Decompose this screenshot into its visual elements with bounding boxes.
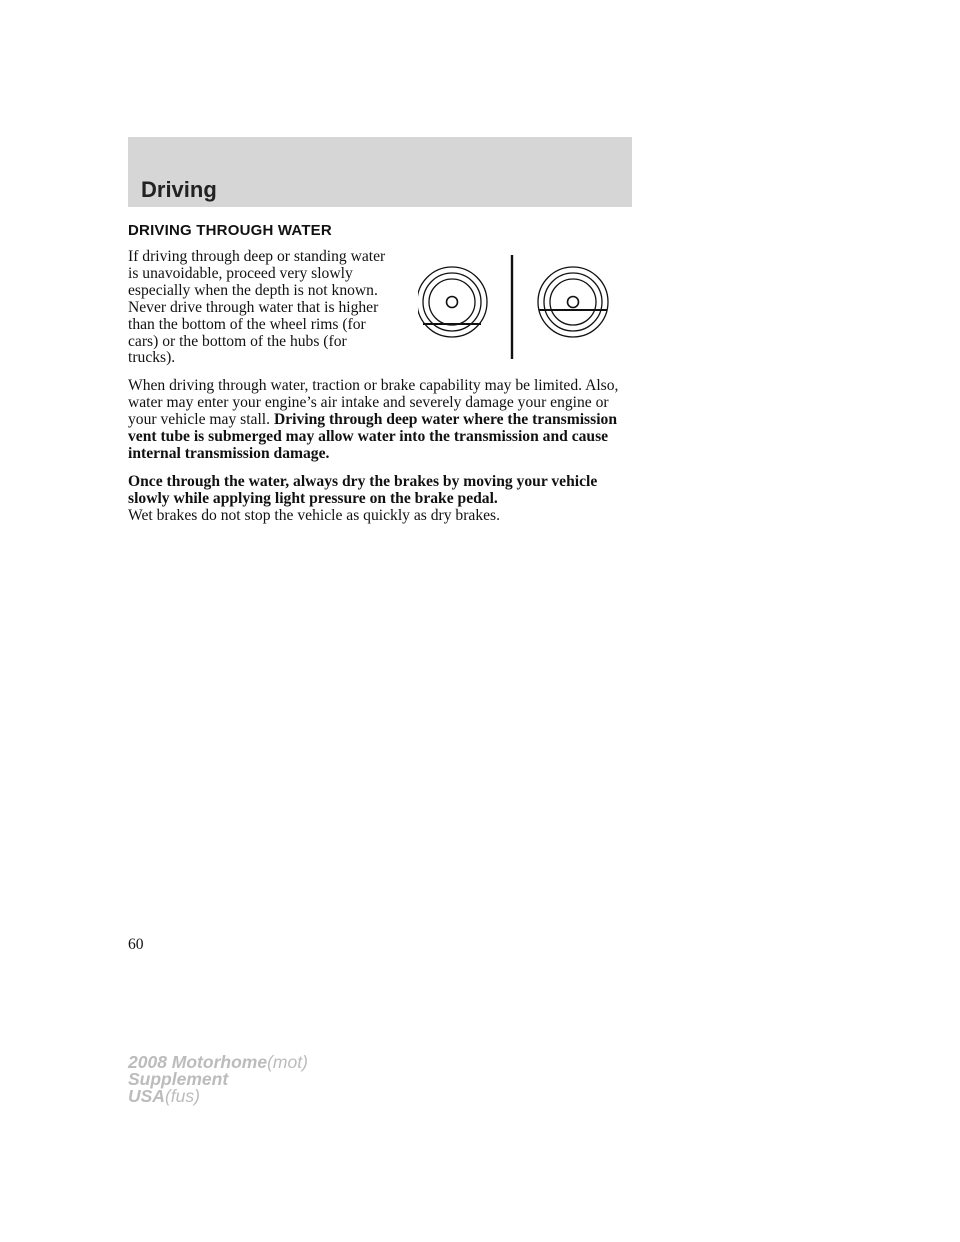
- car-wheel-illustration: [418, 267, 487, 337]
- traction-text: When driving through water, traction or brake capability may be limited. Also, water may enter your engine’s air intake and severely damage your engine or your vehicle may stall.: [128, 377, 619, 429]
- footer-line-1: 2008 Motorhome(mot): [128, 1052, 308, 1072]
- brake-paragraph: [128, 474, 632, 525]
- footer-line-3: USA(fus): [128, 1086, 200, 1106]
- wet-brakes-text: Wet brakes do not stop the vehicle as quickly as dry brakes.: [128, 506, 501, 524]
- section-header-band: [128, 137, 632, 207]
- dry-brakes-warning: Once through the water, always dry the brakes by moving your vehicle slowly while applying light pressure on the brake pedal.: [128, 472, 598, 507]
- traction-paragraph: [128, 378, 632, 463]
- footer-line-2: Supplement: [128, 1069, 229, 1089]
- transmission-warning: Driving through deep water where the transmission vent tube is submerged may allow water into the transmission and cause internal transmission damage.: [128, 411, 617, 462]
- article-heading: DRIVING THROUGH WATER: [128, 222, 332, 239]
- section-title: Driving: [141, 177, 217, 202]
- intro-paragraph: If driving through deep or standing water is unavoidable, proceed very slowly especially when the depth is not known. Never drive through water that is higher than the bottom of the wheel rims (for cars) or the bottom of the hubs (for trucks).: [128, 248, 386, 367]
- page-number: 60: [128, 936, 144, 953]
- truck-wheel-illustration: [538, 267, 608, 337]
- document-footer: [128, 1054, 308, 1105]
- wheel-water-level-diagram: [418, 250, 612, 360]
